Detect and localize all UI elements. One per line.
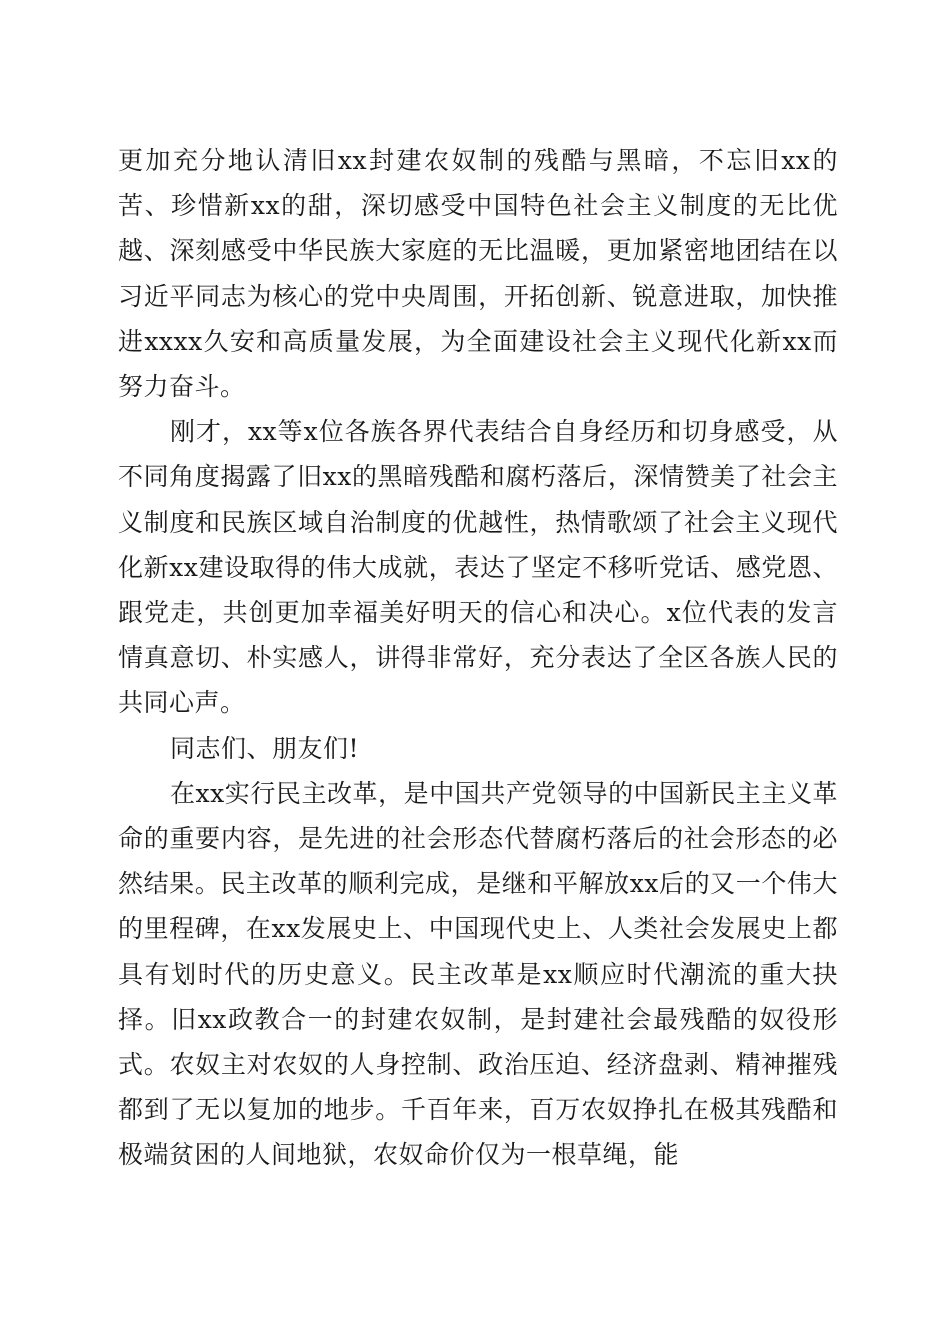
paragraph-2: 刚才，xx等x位各族各界代表结合自身经历和切身感受，从不同角度揭露了旧xx的黑暗残酷和腐朽落后，深情赞美了社会主义制度和民族区域自治制度的优越性，热情歌颂了社会主义现代化新xx建设取得的伟大成就，表达了坚定不移听党话、感党恩、跟党走，共创更加幸福美好明天的信心和决心。x位代表的发言情真意切、朴实感人，讲得非常好，充分表达了全区各族人民的共同心声。 (118, 417, 838, 718)
paragraph-3: 同志们、朋友们! (170, 733, 360, 763)
document-body (118, 138, 838, 1178)
paragraph-4: 在xx实行民主改革，是中国共产党领导的中国新民主主义革命的重要内容，是先进的社会形态代替腐朽落后的社会形态的必然结果。民主改革的顺利完成，是继和平解放xx后的又一个伟大的里程碑，在xx发展史上、中国现代史上、人类社会发展史上都具有划时代的历史意义。民主改革是xx顺应时代潮流的重大抉择。旧xx政教合一的封建农奴制，是封建社会最残酷的奴役形式。农奴主对农奴的人身控制、政治压迫、经济盘剥、精神摧残都到了无以复加的地步。千百年来，百万农奴挣扎在极其残酷和极端贫困的人间地狱，农奴命价仅为一根草绳，能 (118, 778, 838, 1170)
paragraph-1: 更加充分地认清旧xx封建农奴制的残酷与黑暗，不忘旧xx的苦、珍惜新xx的甜，深切感受中国特色社会主义制度的无比优越、深刻感受中华民族大家庭的无比温暖，更加紧密地团结在以习近平同志为核心的党中央周围，开拓创新、锐意进取，加快推进xxxx久安和高质量发展，为全面建设社会主义现代化新xx而努力奋斗。 (118, 146, 838, 402)
